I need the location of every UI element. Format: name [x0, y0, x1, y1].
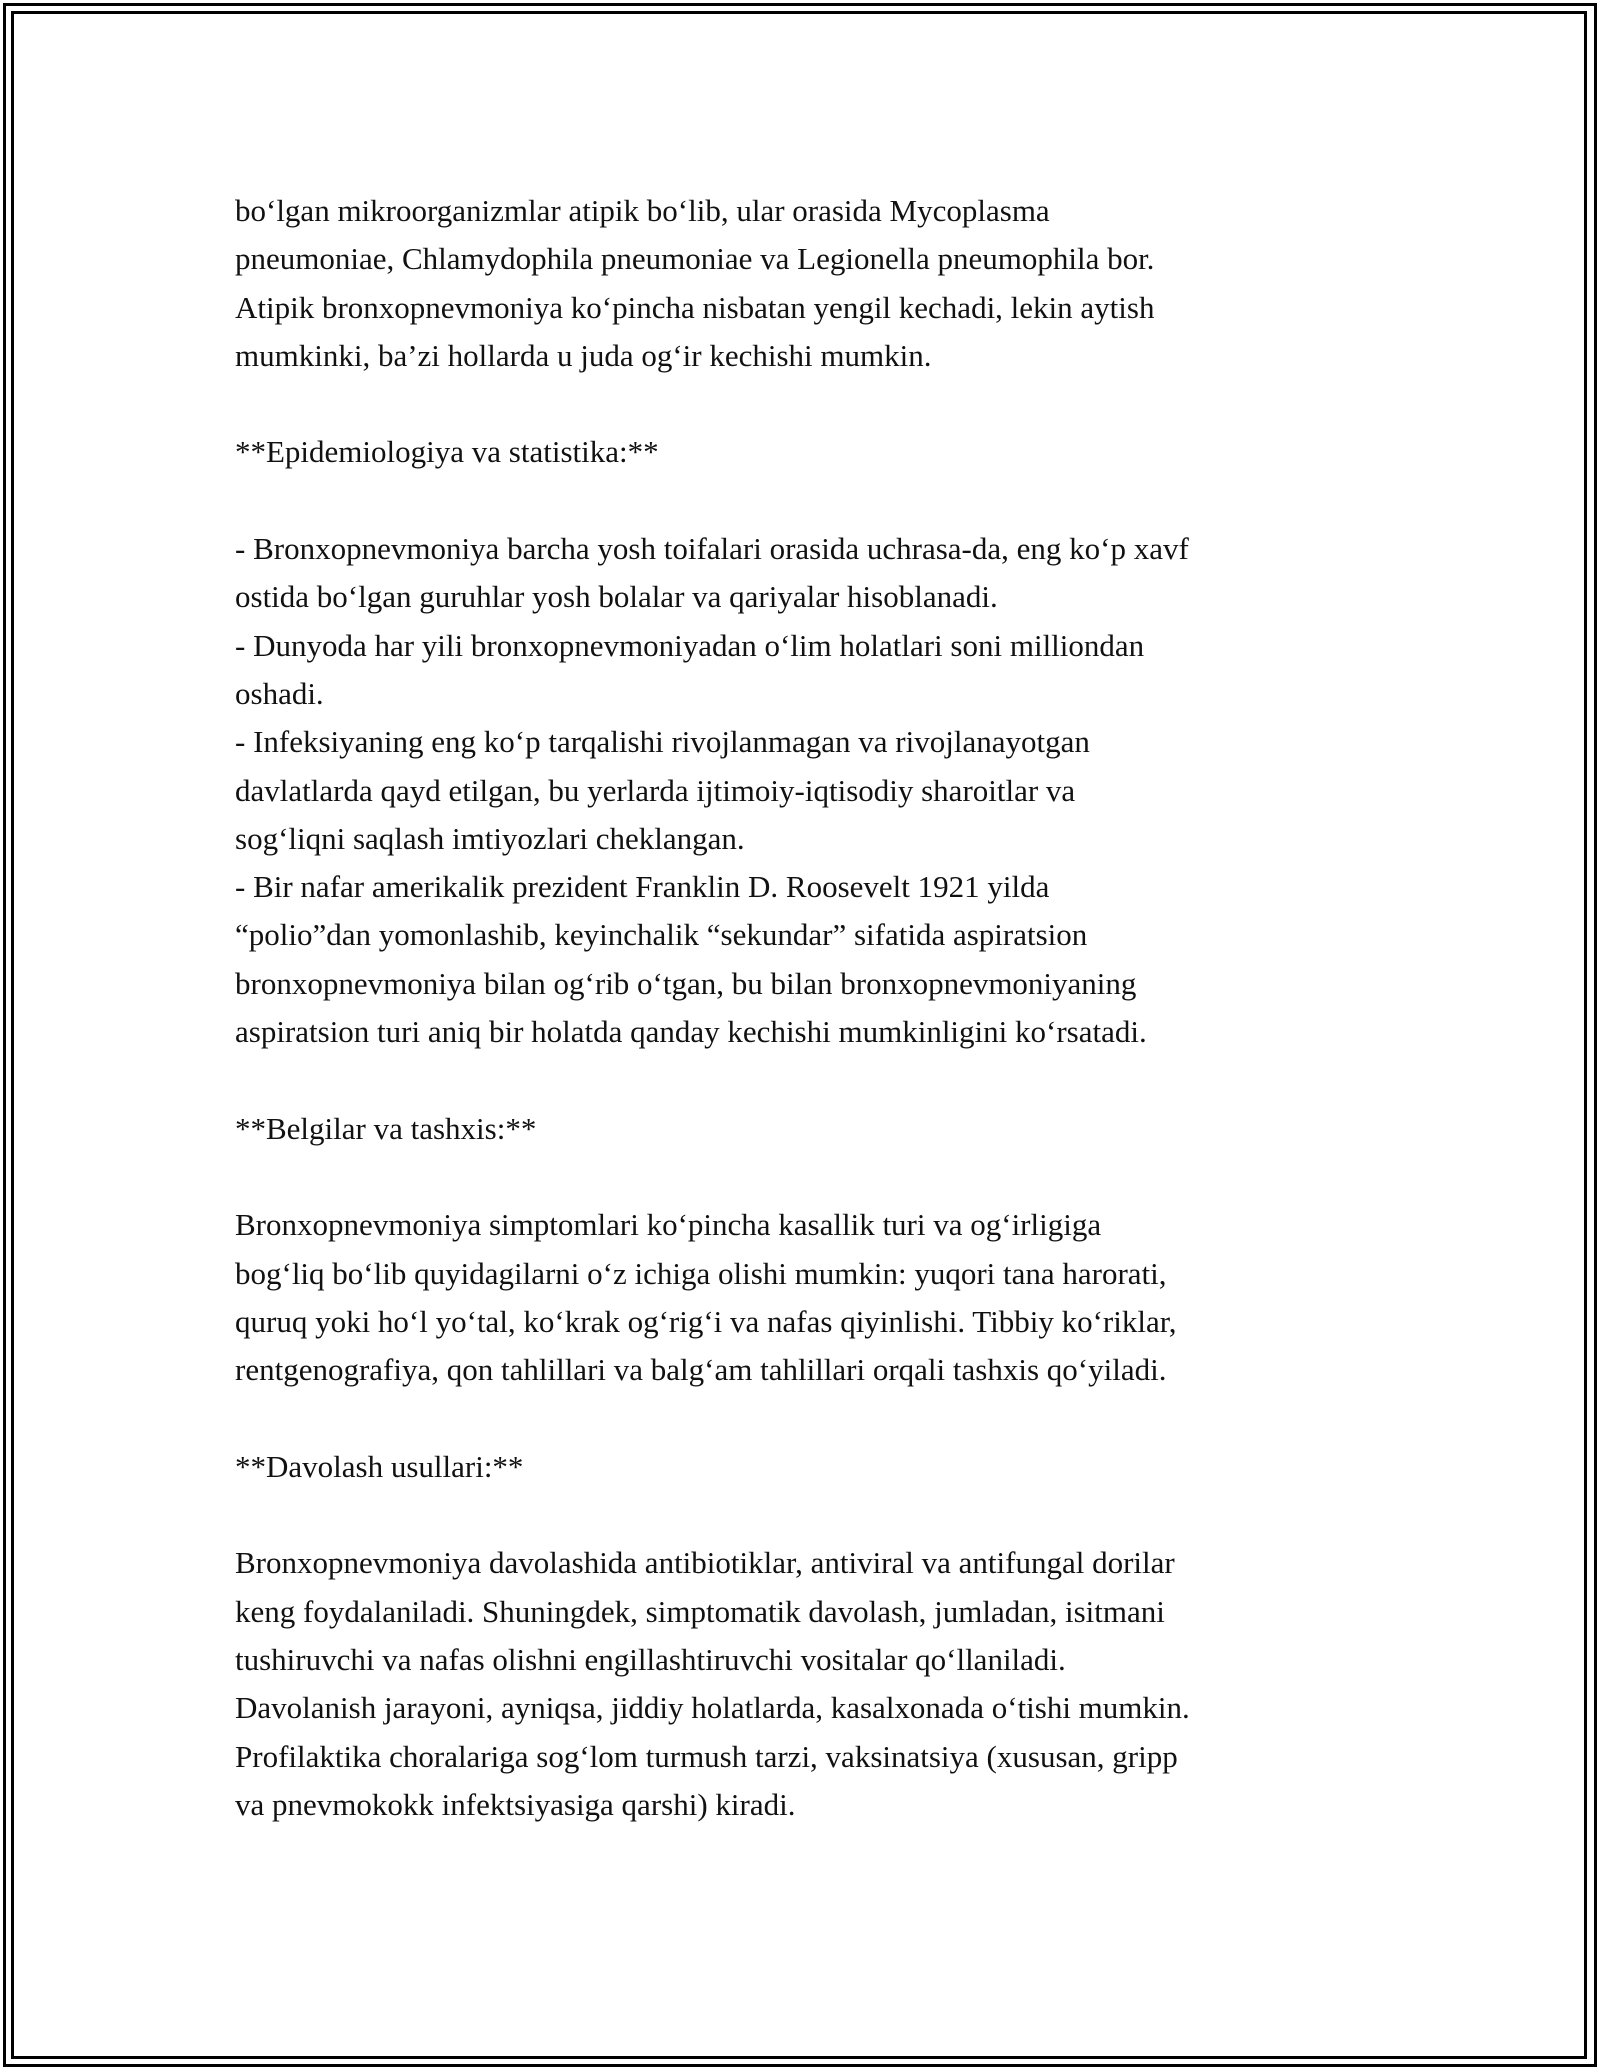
text-line: va pnevmokokk infektsiyasiga qarshi) kiradi. — [235, 1786, 796, 1822]
blank-line — [235, 477, 1375, 525]
section-heading-epidemiology: **Epidemiologiya va statistika:** — [235, 434, 659, 470]
text-line: - Dunyoda har yili bronxopnevmoniyadan o‘lim holatlari soni milliondan — [235, 627, 1145, 663]
blank-line — [235, 1056, 1375, 1104]
text-line: Davolanish jarayoni, ayniqsa, jiddiy holatlarda, kasalxonada o‘tishi mumkin. — [235, 1690, 1190, 1726]
text-line: rentgenografiya, qon tahlillari va balg‘am tahlillari orqali tashxis qo‘yiladi. — [235, 1352, 1167, 1388]
text-line: davlatlarda qayd etilgan, bu yerlarda ijtimoiy-iqtisodiy sharoitlar va — [235, 772, 1076, 808]
blank-line — [235, 1491, 1375, 1539]
text-line: - Bir nafar amerikalik prezident Franklin D. Roosevelt 1921 yilda — [235, 869, 1050, 905]
text-line: aspiratsion turi aniq bir holatda qanday kechishi mumkinligini ko‘rsatadi. — [235, 1014, 1147, 1050]
blank-line — [235, 1394, 1375, 1442]
symptoms-paragraph — [235, 1201, 1375, 1394]
text-line: bog‘liq bo‘lib quyidagilarni o‘z ichiga olishi mumkin: yuqori tana harorati, — [235, 1255, 1167, 1291]
text-line: Profilaktika choralariga sog‘lom turmush tarzi, vaksinatsiya (xususan, gripp — [235, 1738, 1178, 1774]
text-line: quruq yoki ho‘l yo‘tal, ko‘krak og‘rig‘i va nafas qiyinlishi. Tibbiy ko‘riklar, — [235, 1303, 1177, 1339]
text-line: bo‘lgan mikroorganizmlar atipik bo‘lib, ular orasida Mycoplasma — [235, 193, 1050, 228]
treatment-paragraph — [235, 1539, 1375, 1829]
section-heading-treatment: **Davolash usullari:** — [235, 1448, 524, 1484]
section-heading-symptoms: **Belgilar va tashxis:** — [235, 1110, 537, 1146]
text-line: Atipik bronxopnevmoniya ko‘pincha nisbatan yengil kechadi, lekin aytish — [235, 289, 1155, 325]
text-line: Bronxopnevmoniya simptomlari ko‘pincha kasallik turi va og‘irligiga — [235, 1207, 1102, 1243]
text-line: sog‘liqni saqlash imtiyozlari cheklangan. — [235, 820, 745, 856]
text-line: keng foydalaniladi. Shuningdek, simptomatik davolash, jumladan, isitmani — [235, 1593, 1165, 1629]
text-line: bronxopnevmoniya bilan og‘rib o‘tgan, bu bilan bronxopnevmoniyaning — [235, 965, 1137, 1001]
text-line: Bronxopnevmoniya davolashida antibiotiklar, antiviral va antifungal dorilar — [235, 1545, 1175, 1581]
blank-line — [235, 380, 1375, 428]
text-line: pneumoniae, Chlamydophila pneumoniae va Legionella pneumophila bor. — [235, 241, 1155, 277]
text-line: tushiruvchi va nafas olishni engillashtiruvchi vositalar qo‘llaniladi. — [235, 1641, 1066, 1677]
document-body — [235, 187, 1375, 1829]
text-line: “polio”dan yomonlashib, keyinchalik “sekundar” sifatida aspiratsion — [235, 917, 1088, 953]
text-line: ostida bo‘lgan guruhlar yosh bolalar va qariyalar hisoblanadi. — [235, 579, 998, 615]
intro-paragraph — [235, 187, 1375, 380]
epidemiology-list — [235, 525, 1375, 1056]
text-line: mumkinki, ba’zi hollarda u juda og‘ir kechishi mumkin. — [235, 337, 932, 373]
text-line: oshadi. — [235, 675, 324, 711]
text-line: - Bronxopnevmoniya barcha yosh toifalari orasida uchrasa-da, eng ko‘p xavf — [235, 531, 1189, 567]
blank-line — [235, 1153, 1375, 1201]
text-line: - Infeksiyaning eng ko‘p tarqalishi rivojlanmagan va rivojlanayotgan — [235, 724, 1090, 760]
